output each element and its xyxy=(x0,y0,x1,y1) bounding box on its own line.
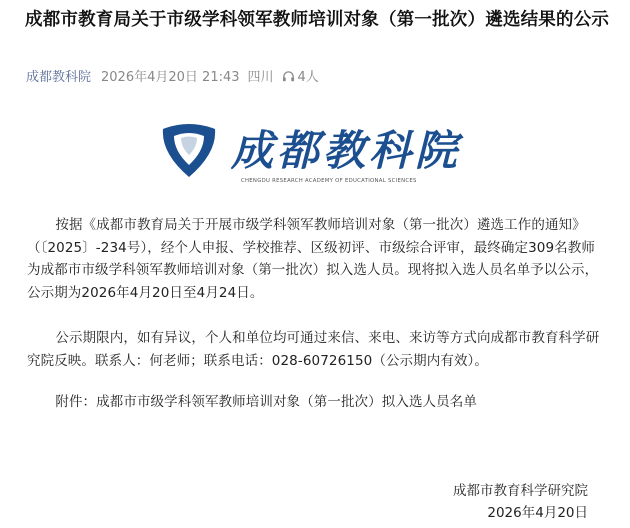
account-name-link[interactable]: 成都教科院 xyxy=(26,70,92,85)
article-meta xyxy=(26,66,319,85)
logo-chinese-text: 成都教科院 xyxy=(231,126,462,175)
signature-organization: 成都市教育科学研究院 xyxy=(453,483,588,499)
attachment-line: 附件：成都市市级学科领军教师培训对象（第一批次）拟入选人员名单 xyxy=(55,394,477,410)
publish-time: 2026年4月20日 21:43 xyxy=(101,70,240,85)
logo-emblem-icon xyxy=(163,124,215,177)
chengdu-academy-logo xyxy=(159,115,489,195)
listen-count[interactable] xyxy=(282,66,319,85)
body-paragraph: 按据《成都市教育局关于开展市级学科领军教师培训对象（第一批次）遴选工作的通知》（〔2025〕-234号），经个人申报、学校推荐、区级初评、市级综合评审，最终确定309名教师为成都市市级学科领军教师培训对象（第一批次）拟入选人员。现将拟入选人员名单予以公示，公示期为2026年4月20日至4月24日。 xyxy=(27,217,599,301)
listen-count-value: 4人 xyxy=(297,70,319,85)
signature-date: 2026年4月20日 xyxy=(487,505,588,521)
headphone-icon xyxy=(282,70,295,82)
article-title: 成都市教育局关于市级学科领军教师培训对象（第一批次）遴选结果的公示 xyxy=(25,10,610,30)
body-paragraph: 公示期限内，如有异议，个人和单位均可通过来信、来电、来访等方式向成都市教育科学研究院反映。联系人：何老师；联系电话：028-60726150（公示期内有效）。 xyxy=(27,330,600,369)
logo-english-text: CHENGDU RESEARCH ACADEMY OF EDUCATIONAL SCIENCES xyxy=(241,178,417,184)
publish-location: 四川 xyxy=(247,70,274,85)
